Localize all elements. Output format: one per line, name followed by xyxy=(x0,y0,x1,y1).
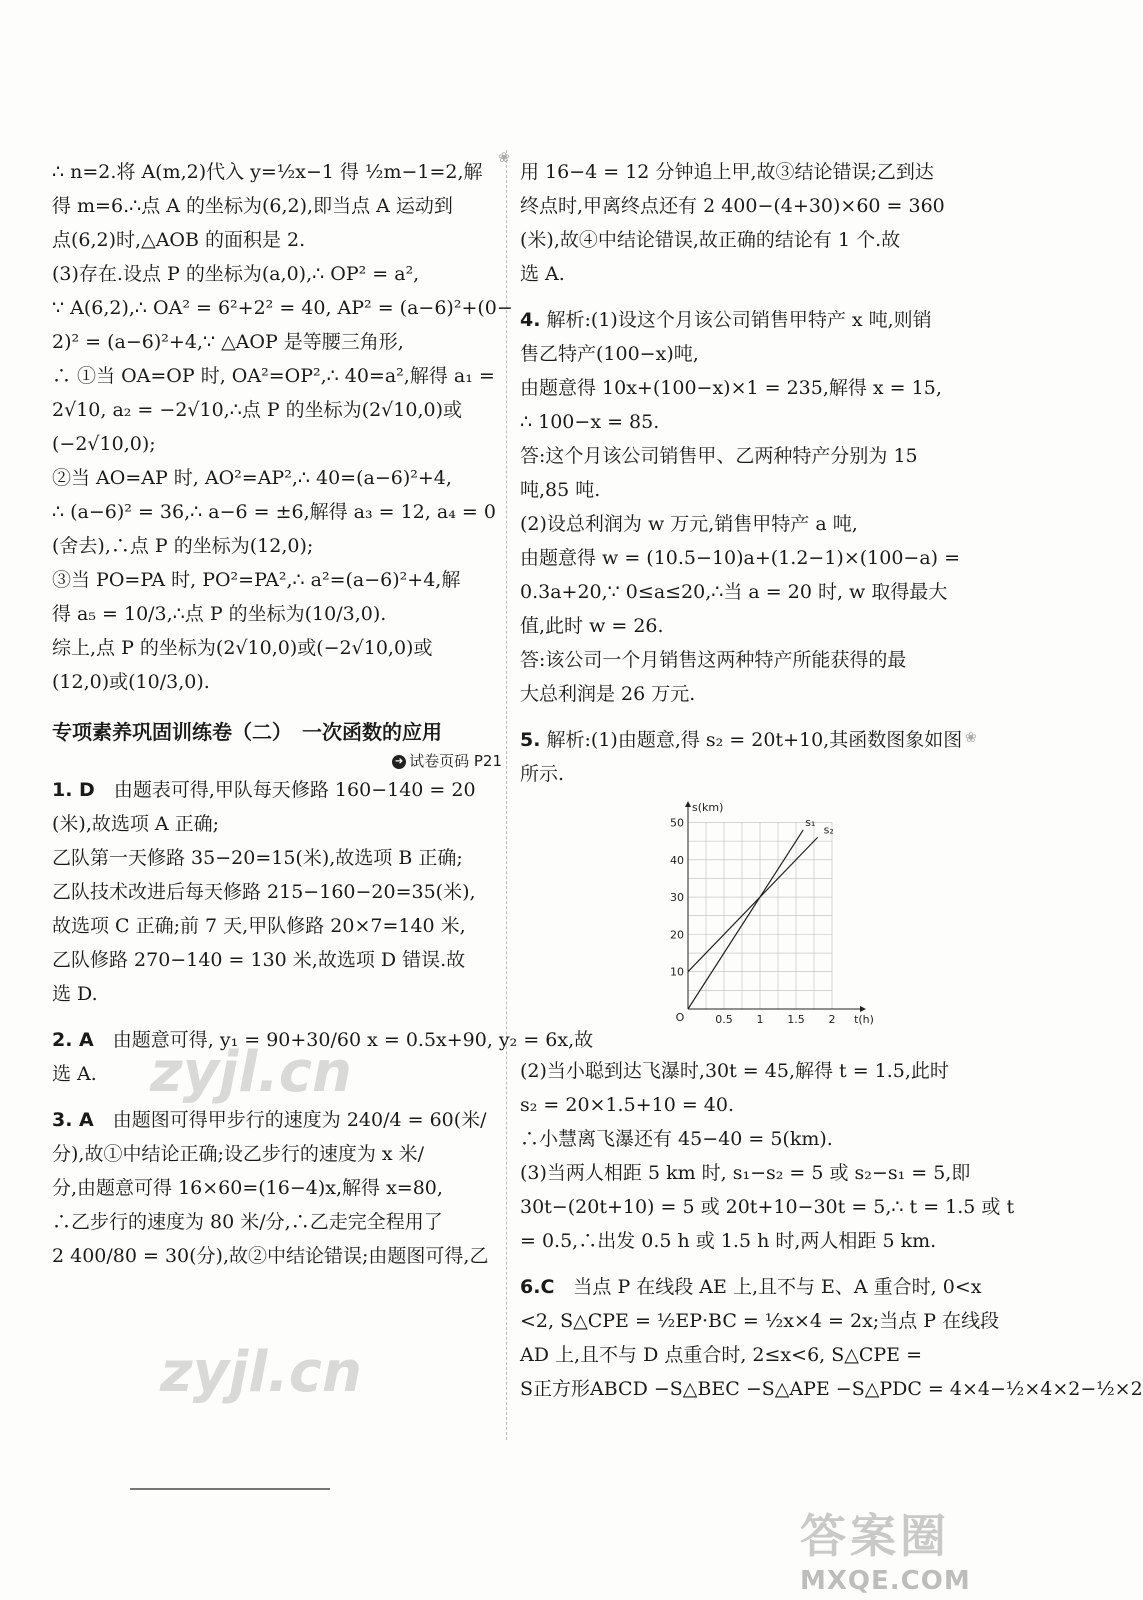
distance-time-graph xyxy=(660,799,874,1039)
text-line: 2 400/80 = 30(分),故②中结论错误;由题图可得,乙 xyxy=(52,1245,489,1267)
q6-line-0: 当点 P 在线段 AE 上,且不与 E、A 重合时, 0<x xyxy=(573,1276,982,1298)
q1-line-0: 由题表可得,甲队每天修路 160−140 = 20 xyxy=(113,779,476,801)
text-line: (3)存在.设点 P 的坐标为(a,0),∴ OP² = a², xyxy=(52,263,420,285)
text-line: AD 上,且不与 D 点重合时, 2≤x<6, S△CPE = xyxy=(520,1344,923,1366)
question-3 xyxy=(52,1103,502,1273)
text-line: ∴小慧离飞瀑还有 45−40 = 5(km). xyxy=(520,1128,833,1150)
text-line: 终点时,甲离终点还有 2 400−(4+30)×60 = 360 xyxy=(520,195,945,217)
series-line-2 xyxy=(688,837,818,971)
watermark: zyjl.cn xyxy=(150,1040,352,1105)
question-number: 4. xyxy=(520,309,541,331)
x-tick-label: 0.5 xyxy=(715,1013,733,1026)
text-line: (2)设总利润为 w 万元,销售甲特产 a 吨, xyxy=(520,513,858,535)
q2-line-0: 由题意可得, y₁ = 90+30/60 x = 0.5x+90, y₂ = 6x,故 xyxy=(112,1029,594,1051)
section-title: 专项素养巩固训练卷（二） 一次函数的应用 xyxy=(52,720,442,744)
flower-icon: ❀ xyxy=(965,730,977,746)
text-line: (米),故选项 A 正确; xyxy=(52,813,220,835)
y-tick-label: 40 xyxy=(670,853,684,867)
text-line: ∴ n=2.将 A(m,2)代入 y=½x−1 得 ½m−1=2,解 xyxy=(52,161,483,183)
text-line: ∴ ①当 OA=OP 时, OA²=OP²,∴ 40=a²,解得 a₁ = xyxy=(52,365,495,387)
question-number: 2. A xyxy=(52,1029,94,1051)
text-line: S正方形ABCD −S△BEC −S△APE −S△PDC = 4×4−½×4×2−½×2 xyxy=(520,1378,1143,1400)
q4-line-0: 解析:(1)设这个月该公司销售甲特产 x 吨,则销 xyxy=(546,309,932,331)
text-line: 由题意得 w = (10.5−10)a+(1.2−1)×(100−a) = xyxy=(520,547,961,569)
text-line: 点(6,2)时,△AOB 的面积是 2. xyxy=(52,229,306,251)
logo-text: 答案圈 xyxy=(800,1509,950,1563)
text-line: ∴ 100−x = 85. xyxy=(520,411,660,433)
text-line: 故选项 C 正确;前 7 天,甲队修路 20×7=140 米, xyxy=(52,915,466,937)
y-axis-label: s(km) xyxy=(692,801,724,814)
text-line: 30t−(20t+10) = 5 或 20t+10−30t = 5,∴ t = 1.5 或 t xyxy=(520,1196,1015,1218)
text-line: 2√10, a₂ = −2√10,∴点 P 的坐标为(2√10,0)或 xyxy=(52,399,463,421)
series-line-1 xyxy=(688,830,803,1009)
column-divider xyxy=(506,150,507,1440)
text-line: 得 a₅ = 10/3,∴点 P 的坐标为(10/3,0). xyxy=(52,603,387,625)
x-axis-arrow xyxy=(860,1006,866,1012)
series-label-2: s₂ xyxy=(823,823,834,837)
text-line: 综上,点 P 的坐标为(2√10,0)或(−2√10,0)或 xyxy=(52,637,433,659)
y-tick-label: 50 xyxy=(670,816,684,830)
x-tick-label: 1 xyxy=(756,1013,764,1026)
text-line: ③当 PO=PA 时, PO²=PA²,∴ a²=(a−6)²+4,解 xyxy=(52,569,461,591)
question-6 xyxy=(520,1270,1143,1406)
page-reference xyxy=(52,749,502,773)
q5-line-0: 解析:(1)由题意,得 s₂ = 20t+10,其函数图象如图 xyxy=(546,729,963,751)
page-reference-text: 试卷页码 P21 xyxy=(409,752,502,770)
text-line: (−2√10,0); xyxy=(52,433,156,455)
x-axis-label: t(h) xyxy=(854,1013,874,1026)
right-column xyxy=(520,155,1143,1406)
origin-label: O xyxy=(675,1011,685,1024)
text-line: 售乙特产(100−x)吨, xyxy=(520,343,699,365)
logo-url: MXQE.COM xyxy=(800,1566,971,1596)
question-1 xyxy=(52,773,502,1011)
text-line: 选 A. xyxy=(52,1063,97,1085)
text-line: 选 A. xyxy=(520,263,565,285)
text-line: 由题意得 10x+(100−x)×1 = 235,解得 x = 15, xyxy=(520,377,942,399)
question-number: 6.C xyxy=(520,1276,555,1298)
text-line: ②当 AO=AP 时, AO²=AP²,∴ 40=(a−6)²+4, xyxy=(52,467,452,489)
text-line: 得 m=6.∴点 A 的坐标为(6,2),即当点 A 运动到 xyxy=(52,195,453,217)
q3-line-0: 由题图可得甲步行的速度为 240/4 = 60(米/ xyxy=(112,1109,487,1131)
text-line: <2, S△CPE = ½EP·BC = ½x×4 = 2x;当点 P 在线段 xyxy=(520,1310,1000,1332)
text-line: 分,由题意可得 16×60=(16−4)x,解得 x=80, xyxy=(52,1177,443,1199)
x-tick-label: 2 xyxy=(828,1013,836,1026)
text-line: 乙队修路 270−140 = 130 米,故选项 D 错误.故 xyxy=(52,949,466,971)
text-line: ∵ A(6,2),∴ OA² = 6²+2² = 40, AP² = (a−6)²+(0− xyxy=(52,297,513,319)
text-line: 2)² = (a−6)²+4,∵ △AOP 是等腰三角形, xyxy=(52,331,404,353)
question-4 xyxy=(520,303,975,711)
text-line: s₂ = 20×1.5+10 = 40. xyxy=(520,1094,734,1116)
text-line: (12,0)或(10/3,0). xyxy=(52,671,210,693)
text-line: 答:这个月该公司销售甲、乙两种特产分别为 15 xyxy=(520,445,918,467)
text-line: = 0.5,∴出发 0.5 h 或 1.5 h 时,两人相距 5 km. xyxy=(520,1230,937,1252)
text-line: 选 D. xyxy=(52,983,98,1005)
question-number: 5. xyxy=(520,729,541,751)
series-label-1: s₁ xyxy=(805,815,816,829)
text-line: ∴ (a−6)² = 36,∴ a−6 = ±6,解得 a₃ = 12, a₄ = 0 xyxy=(52,501,496,523)
q2-solution-continued xyxy=(52,155,513,699)
y-tick-label: 20 xyxy=(670,928,684,942)
text-line: (2)当小聪到达飞瀑时,30t = 45,解得 t = 1.5,此时 xyxy=(520,1060,949,1082)
watermark: zyjl.cn xyxy=(160,1340,362,1405)
text-line: 吨,85 吨. xyxy=(520,479,601,501)
text-line: ∴乙步行的速度为 80 米/分,∴乙走完全程用了 xyxy=(52,1211,443,1233)
x-tick-label: 1.5 xyxy=(787,1013,805,1026)
text-line: (米),故④中结论错误,故正确的结论有 1 个.故 xyxy=(520,229,901,251)
q3-solution-continued xyxy=(520,155,975,291)
question-number: 1. D xyxy=(52,779,95,801)
text-line: 乙队技术改进后每天修路 215−160−20=35(米), xyxy=(52,881,476,903)
text-line: (舍去),∴点 P 的坐标为(12,0); xyxy=(52,535,314,557)
y-axis-arrow xyxy=(685,801,691,807)
site-logo xyxy=(800,1500,990,1595)
text-line: 分),故①中结论正确;设乙步行的速度为 x 米/ xyxy=(52,1143,425,1165)
text-line: 值,此时 w = 26. xyxy=(520,615,664,637)
text-line: 用 16−4 = 12 分钟追上甲,故③结论错误;乙到达 xyxy=(520,161,934,183)
footer-rule xyxy=(130,1488,330,1490)
question-number: 3. A xyxy=(52,1109,94,1131)
y-tick-label: 10 xyxy=(670,965,684,979)
question-5 xyxy=(520,723,1015,1258)
flower-icon: ❀ xyxy=(498,150,510,166)
text-line: (3)当两人相距 5 km 时, s₁−s₂ = 5 或 s₂−s₁ = 5,即 xyxy=(520,1162,971,1184)
q5-line-1: 所示. xyxy=(520,763,565,785)
y-tick-label: 30 xyxy=(670,891,684,905)
text-line: 0.3a+20,∵ 0≤a≤20,∴当 a = 20 时, w 取得最大 xyxy=(520,581,948,603)
arrow-right-icon: ➜ xyxy=(392,755,406,769)
text-line: 答:该公司一个月销售这两种特产所能获得的最 xyxy=(520,649,907,671)
text-line: 大总利润是 26 万元. xyxy=(520,683,696,705)
text-line: 乙队第一天修路 35−20=15(米),故选项 B 正确; xyxy=(52,847,463,869)
